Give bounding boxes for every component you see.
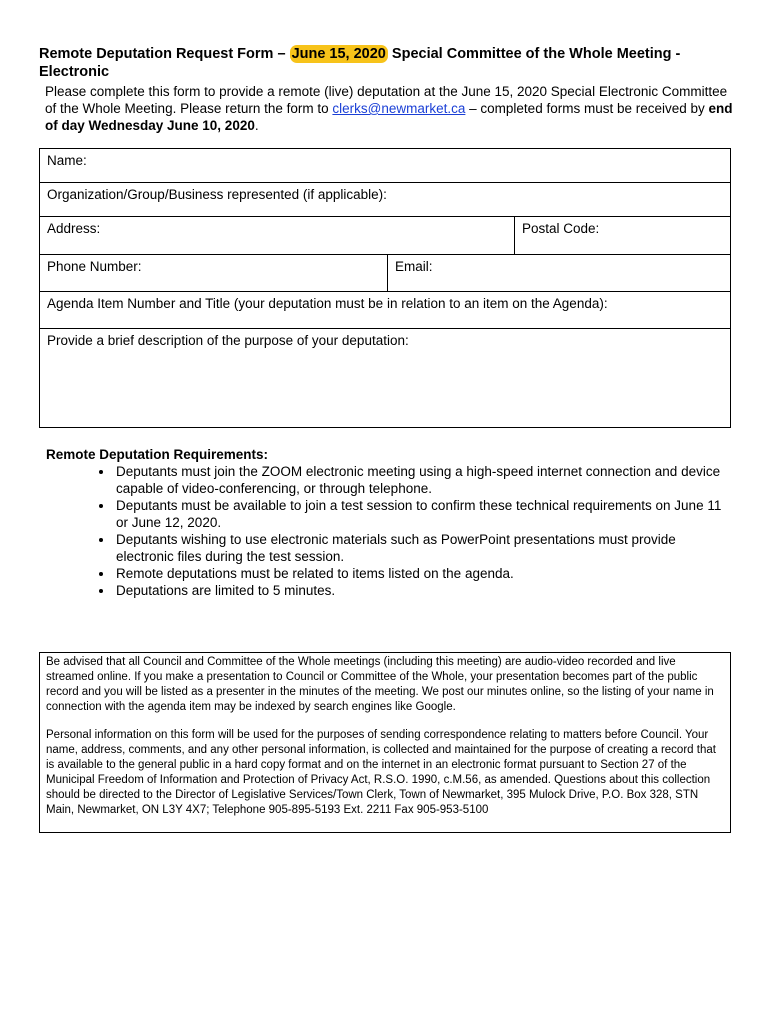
- personal-information-notice: Personal information on this form will be used for the purposes of sending correspondence relating to matters before Council. Your name, address, comments, and any other personal information, is collected and maintained for the purpose of creating a record that is available to the general public in a hard copy format and on the internet in an electronic format pursuant to Section 27 of the Municipal Freedom of Information and Protection of Privacy Act, R.S.O. 1990, c.M.56, as amended. Questions about this collection should be directed to the Director of Legislative Services/Town Clerk, Town of Newmarket, 395 Mulock Drive, P.O. Box 328, STN Main, Newmarket, ON L3Y 4X7; Telephone 905-895-5193 Ext. 2211 Fax 905-953-5100: [46, 729, 716, 816]
- purpose-description-field[interactable]: Provide a brief description of the purpose of your deputation:: [47, 333, 409, 348]
- deputation-form-table: [39, 148, 731, 428]
- address-field[interactable]: Address:: [47, 221, 101, 236]
- name-field[interactable]: Name:: [47, 153, 87, 168]
- agenda-item-field[interactable]: Agenda Item Number and Title (your deputation must be in relation to an item on the Agenda):: [47, 296, 608, 311]
- form-title: [39, 45, 739, 81]
- requirement-item: • Deputants must join the ZOOM electronic meeting using a high-speed internet connection and device capable of video-conferencing, or through telephone.: [114, 463, 736, 497]
- requirement-item: • Deputants wishing to use electronic materials such as PowerPoint presentations must provide electronic files during the test session.: [114, 531, 736, 565]
- intro-paragraph: [45, 83, 735, 134]
- address-row: [40, 217, 730, 255]
- phone-email-row: [40, 255, 730, 292]
- title-prefix: Remote Deputation Request Form –: [39, 46, 290, 62]
- intro-text-2: – completed forms must be received by: [465, 101, 709, 116]
- postal-code-field[interactable]: Postal Code:: [514, 217, 730, 254]
- name-row: [40, 149, 730, 183]
- organization-row: [40, 183, 730, 217]
- intro-text-3: .: [254, 118, 259, 133]
- email-field[interactable]: Email:: [387, 255, 730, 291]
- clerks-email-link[interactable]: clerks@newmarket.ca: [332, 101, 466, 116]
- organization-field[interactable]: Organization/Group/Business represented (if applicable):: [47, 187, 387, 202]
- purpose-row: [40, 329, 730, 427]
- deadline-text: end of day Wednesday June 10, 2020: [45, 101, 733, 133]
- requirements-list: [46, 463, 736, 599]
- requirement-item: • Remote deputations must be related to items listed on the agenda.: [114, 565, 736, 582]
- requirements-section: [46, 446, 736, 599]
- title-suffix: Special Committee of the Whole Meeting - Electronic: [39, 46, 681, 80]
- requirement-item: • Deputants must be available to join a test session to confirm these technical requirements on June 11 or June 12, 2020.: [114, 497, 736, 531]
- intro-text-1: Please complete this form to provide a remote (live) deputation at the June 15, 2020 Special Electronic Committee of the Whole Meeting. Please return the form to: [45, 84, 728, 116]
- title-date-highlight: June 15, 2020: [291, 46, 386, 62]
- phone-number-field[interactable]: Phone Number:: [47, 259, 142, 274]
- requirement-item: • Deputations are limited to 5 minutes.: [114, 582, 736, 599]
- requirements-heading: Remote Deputation Requirements:: [46, 447, 269, 462]
- privacy-notice-box: [39, 652, 731, 833]
- recording-notice: Be advised that all Council and Committee of the Whole meetings (including this meeting) are audio-video recorded and live streamed online. If you make a presentation to Council or Committee of the Whole, your presentation becomes part of the public record and you will be listed as a presenter in the minutes of the meeting. We post our minutes online, so the listing of your name in connection with the agenda item may be indexed by search engines like Google.: [46, 656, 714, 713]
- agenda-row: [40, 292, 730, 329]
